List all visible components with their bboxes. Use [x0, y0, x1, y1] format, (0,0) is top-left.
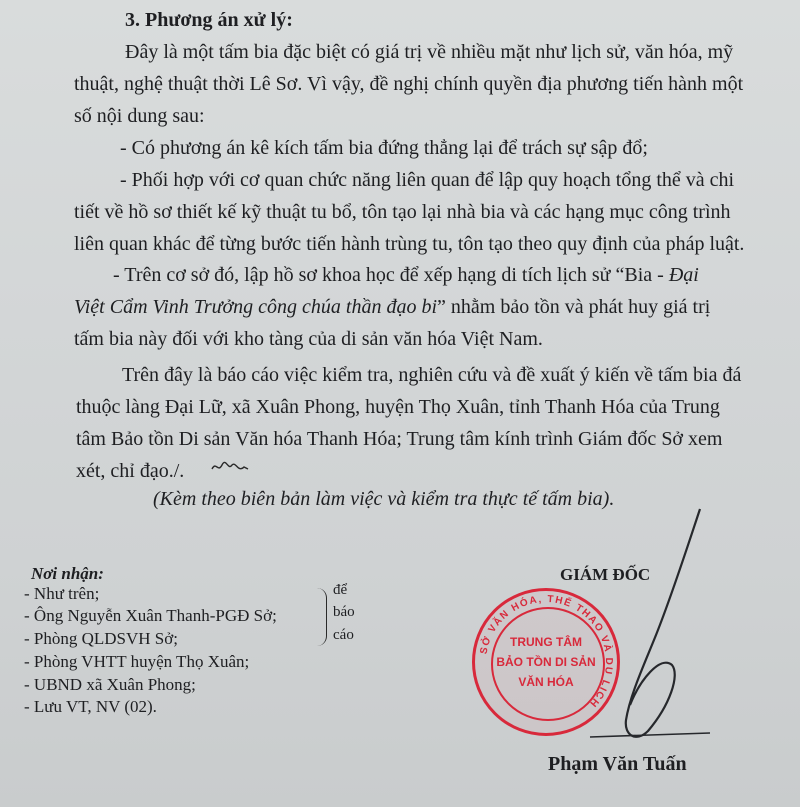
brace-label: cáo	[333, 627, 354, 643]
paragraph-line: thuật, nghệ thuật thời Lê Sơ. Vì vậy, đề nghị chính quyền địa phương tiến hành một	[74, 73, 744, 95]
brace-label: để	[333, 582, 348, 598]
paragraph-line: Đây là một tấm bia đặc biệt có giá trị về nhiều mặt như lịch sử, văn hóa, mỹ	[125, 41, 734, 63]
bullet-line: tấm bia này đối với kho tàng của di sản văn hóa Việt Nam.	[74, 328, 543, 350]
recipients-title: Nơi nhận:	[31, 564, 104, 583]
initials-signature	[210, 455, 250, 479]
bullet-line: liên quan khác để từng bước tiến hành trùng tu, tôn tạo theo quy định của pháp luật.	[74, 233, 745, 255]
bullet-line	[74, 295, 710, 319]
recipient-item: - Phòng VHTT huyện Thọ Xuân;	[24, 652, 250, 671]
paragraph-line: số nội dung sau:	[74, 105, 205, 127]
bullet-text: ” nhằm bảo tồn và phát huy giá trị	[437, 296, 711, 318]
recipient-item: - Như trên;	[24, 584, 100, 603]
recipient-item: - UBND xã Xuân Phong;	[24, 675, 196, 694]
seal-center-line: BẢO TỒN DI SẢN	[496, 655, 596, 669]
bullet-text: - Trên cơ sở đó, lập hồ sơ khoa học để xếp hạng di tích lịch sử “Bia -	[113, 264, 664, 286]
seal-center-line: VĂN HÓA	[518, 675, 574, 689]
recipient-item: - Lưu VT, NV (02).	[24, 697, 157, 716]
director-signature	[560, 505, 730, 760]
monument-name: Việt Cẩm Vinh Trưởng công chúa thần đạo bi	[74, 296, 438, 318]
paragraph-line: Trên đây là báo cáo việc kiểm tra, nghiên cứu và đề xuất ý kiến về tấm bia đá	[122, 364, 742, 386]
monument-name: Đại	[668, 264, 699, 286]
bullet-line: - Phối hợp với cơ quan chức năng liên quan để lập quy hoạch tổng thể và chi	[120, 169, 735, 191]
seal-center-line: TRUNG TÂM	[510, 635, 582, 649]
recipient-item: - Phòng QLDSVH Sở;	[24, 629, 178, 648]
section-heading: 3. Phương án xử lý:	[125, 9, 293, 31]
paragraph-line: thuộc làng Đại Lữ, xã Xuân Phong, huyện Thọ Xuân, tỉnh Thanh Hóa của Trung	[76, 396, 720, 418]
signatory-name: Phạm Văn Tuấn	[548, 753, 687, 775]
attachment-note: (Kèm theo biên bản làm việc và kiểm tra thực tế tấm bia).	[153, 488, 615, 510]
brace-label: báo	[333, 604, 355, 620]
recipient-item: - Ông Nguyễn Xuân Thanh-PGĐ Sở;	[24, 606, 277, 625]
signatory-title: GIÁM ĐỐC	[560, 565, 651, 584]
paragraph-line: xét, chỉ đạo./.	[76, 460, 185, 482]
bullet-line: - Có phương án kê kích tấm bia đứng thẳng lại để trách sự sập đổ;	[120, 137, 648, 159]
paragraph-line: tâm Bảo tồn Di sản Văn hóa Thanh Hóa; Trung tâm kính trình Giám đốc Sở xem	[76, 428, 723, 450]
recipient-brace	[316, 588, 327, 646]
bullet-line	[113, 263, 699, 287]
bullet-line: tiết về hồ sơ thiết kế kỹ thuật tu bổ, tôn tạo lại nhà bia và các hạng mục công trình	[74, 201, 731, 223]
seal-ring-label: SỞ VĂN HÓA, THỂ THAO VÀ DU LỊCH	[478, 593, 615, 710]
